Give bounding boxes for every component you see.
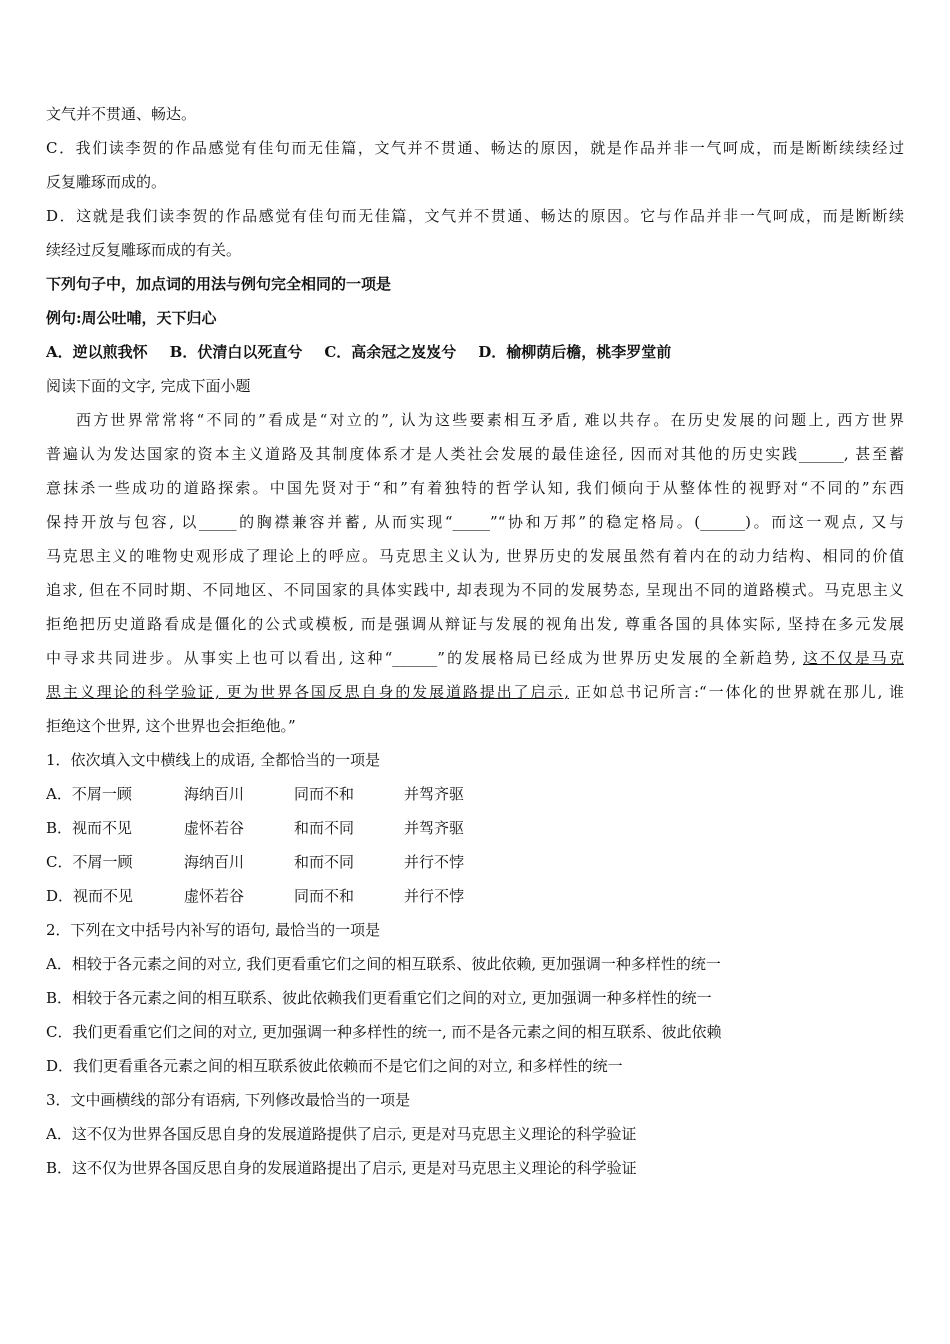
usage-question-stem: 下列句子中，加点词的用法与例句完全相同的一项是 — [46, 275, 392, 293]
passage-line: 保持开放与包容, 以_____的胸襟兼容并蓄, 从而实现“_____”“协和万邦”的稳定格局。(______)。而这一观点, 又与 — [46, 513, 904, 531]
q1-option-c — [46, 845, 904, 879]
passage-line — [46, 675, 904, 709]
passage-line: 拒绝这个世界, 这个世界也会拒绝他。” — [46, 717, 296, 735]
q1-option-b — [46, 811, 904, 845]
q1-b-term4: 并驾齐驱 — [404, 819, 465, 837]
q2-option-d: D．我们更看重各元素之间的相互联系彼此依赖而不是它们之间的对立, 和多样性的统一 — [46, 1057, 623, 1075]
option-c-line2: 反复雕琢而成的。 — [46, 173, 167, 191]
passage-line — [46, 641, 904, 675]
usage-option-a: A．逆以煎我怀 — [46, 343, 148, 361]
q3-stem: 3．文中画横线的部分有语病, 下列修改最恰当的一项是 — [46, 1091, 411, 1109]
q2-option-a: A．相较于各元素之间的对立, 我们更看重它们之间的相互联系、彼此依赖, 更加强调一种多样性的统一 — [46, 955, 721, 973]
passage-line: 拒绝把历史道路看成是僵化的公式或模板, 而是强调从辩证与发展的视角出发, 尊重各国的具体实际, 坚持在多元发展 — [46, 615, 904, 633]
q1-a-term1: A．不屑一顾 — [46, 785, 132, 803]
q1-d-term2: 虚怀若谷 — [184, 887, 245, 905]
q3-option-a: A．这不仅为世界各国反思自身的发展道路提供了启示, 更是对马克思主义理论的科学验证 — [46, 1125, 637, 1143]
q1-c-term4: 并行不悖 — [404, 853, 465, 871]
passage-text: 中寻求共同进步。从事实上也可以看出, 这种“______”的发展格局已经成为世界历史发展的全新趋势, — [46, 649, 803, 667]
q1-stem: 1．依次填入文中横线上的成语, 全都恰当的一项是 — [46, 751, 381, 769]
reading-passage — [46, 403, 904, 743]
q1-c-term2: 海纳百川 — [184, 853, 245, 871]
q1-a-term3: 同而不和 — [294, 785, 355, 803]
usage-option-d: D．榆柳荫后檐，桃李罗堂前 — [478, 343, 672, 361]
q1-b-term3: 和而不同 — [294, 819, 355, 837]
underlined-sentence-part1: 这不仅是马克 — [802, 649, 904, 667]
q1-option-a — [46, 777, 904, 811]
reading-heading: 阅读下面的文字, 完成下面小题 — [46, 377, 251, 395]
q1-b-term1: B．视而不见 — [46, 819, 133, 837]
q2-stem: 2．下列在文中括号内补写的语句, 最恰当的一项是 — [46, 921, 381, 939]
passage-line: 马克思主义的唯物史观形成了理论上的呼应。马克思主义认为, 世界历史的发展虽然有着内在的动力结构、相同的价值 — [46, 547, 904, 565]
q3-option-b: B．这不仅为世界各国反思自身的发展道路提出了启示, 更是对马克思主义理论的科学验证 — [46, 1159, 637, 1177]
q2-option-c: C．我们更看重它们之间的对立, 更加强调一种多样性的统一, 而不是各元素之间的相互联系、彼此依赖 — [46, 1023, 722, 1041]
prev-text-line: 文气并不贯通、畅达。 — [46, 105, 197, 123]
q1-a-term4: 并驾齐驱 — [404, 785, 465, 803]
q1-a-term2: 海纳百川 — [184, 785, 245, 803]
q1-b-term2: 虚怀若谷 — [184, 819, 245, 837]
usage-options — [46, 335, 904, 369]
usage-example: 例句:周公吐哺，天下归心 — [46, 309, 217, 327]
q1-c-term3: 和而不同 — [294, 853, 355, 871]
passage-line: 意抹杀一些成功的道路探索。中国先贤对于“和”有着独特的哲学认知, 我们倾向于从整体性的视野对“不同的”东西 — [46, 479, 904, 497]
usage-option-b: B．伏清白以死直兮 — [169, 343, 303, 361]
q1-option-d — [46, 879, 904, 913]
passage-line: 追求, 但在不同时期、不同地区、不同国家的具体实践中, 却表现为不同的发展势态, 呈现出不同的道路模式。马克思主义 — [46, 581, 904, 599]
q1-c-term1: C．不屑一顾 — [46, 853, 133, 871]
option-d-line2: 续经过反复雕琢而成的有关。 — [46, 241, 242, 259]
underlined-sentence-part2: 思主义理论的科学验证, 更为世界各国反思自身的发展道路提出了启示, — [46, 683, 570, 701]
passage-text: 正如总书记所言:“一体化的世界就在那儿, 谁 — [569, 683, 904, 701]
q1-d-term1: D．视而不见 — [46, 887, 134, 905]
passage-line: 西方世界常常将“不同的”看成是“对立的”, 认为这些要素相互矛盾, 难以共存。在历史发展的问题上, 西方世界 — [76, 411, 904, 429]
option-c-line1: C．我们读李贺的作品感觉有佳句而无佳篇，文气并不贯通、畅达的原因，就是作品并非一气呵成，而是断断续续经过 — [46, 139, 904, 157]
passage-line: 普遍认为发达国家的资本主义道路及其制度体系才是人类社会发展的最佳途径, 因而对其他的历史实践______, 甚至蓄 — [46, 445, 904, 463]
q1-d-term3: 同而不和 — [294, 887, 355, 905]
option-d-line1: D．这就是我们读李贺的作品感觉有佳句而无佳篇，文气并不贯通、畅达的原因。它与作品并非一气呵成，而是断断续 — [46, 207, 904, 225]
q1-d-term4: 并行不悖 — [404, 887, 465, 905]
usage-option-c: C．高余冠之岌岌兮 — [324, 343, 457, 361]
q2-option-b: B．相较于各元素之间的相互联系、彼此依赖我们更看重它们之间的对立, 更加强调一种多样性的统一 — [46, 989, 712, 1007]
